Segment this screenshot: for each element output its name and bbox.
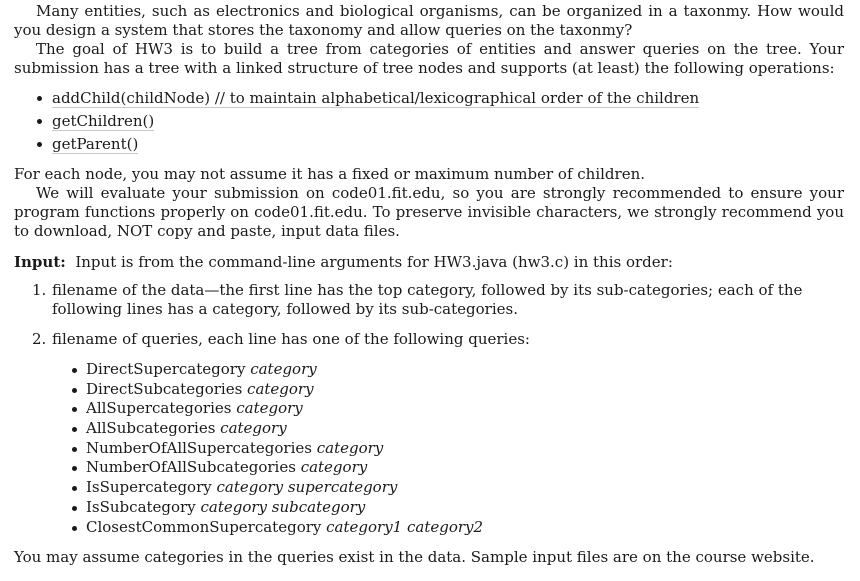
query-item	[72, 478, 844, 498]
query-args: category	[247, 379, 314, 398]
query-name: ClosestCommonSupercategory	[86, 517, 322, 536]
input-text: Input is from the command-line arguments for HW3.java (hw3.c) in this order:	[75, 253, 673, 271]
query-args: category	[300, 458, 368, 477]
input-arg-item	[32, 330, 844, 537]
operation-get-parent: getParent()	[52, 135, 139, 153]
input-heading	[14, 253, 844, 272]
query-item	[72, 458, 844, 478]
input-arg-text: filename of the data—the first line has the top category, followed by its sub-categories; each of the following lines has a category, followed by its sub-categories.	[52, 281, 803, 318]
operation-item	[34, 110, 844, 133]
operation-get-children: getChildren()	[52, 112, 155, 130]
input-arg-number: 2.	[32, 330, 47, 348]
query-args: category	[220, 419, 287, 438]
intro-paragraph-1: Many entities, such as electronics and biological organisms, can be organized in a taxonmy. How would you design a system that stores the taxonomy and allow queries on the taxonmy?	[14, 2, 844, 39]
query-name: NumberOfAllSubcategories	[86, 458, 296, 477]
input-arg-item	[32, 281, 844, 319]
operation-item	[34, 87, 844, 110]
query-name: DirectSupercategory	[86, 360, 246, 378]
operations-list	[34, 87, 844, 156]
children-note: For each node, you may not assume it has a fixed or maximum number of children.	[14, 165, 646, 183]
query-item	[72, 380, 844, 400]
query-name: IsSupercategory	[86, 478, 212, 497]
operation-item	[34, 133, 844, 156]
input-arg-text: filename of queries, each line has one of the following queries:	[52, 330, 530, 348]
query-args: category1 category2	[326, 517, 484, 536]
query-name: IsSubcategory	[86, 497, 196, 516]
input-args-list	[32, 281, 844, 537]
query-name: NumberOfAllSupercategories	[86, 438, 312, 457]
query-args: category	[236, 399, 303, 418]
query-args: category supercategory	[216, 478, 398, 497]
intro-paragraph-2: The goal of HW3 is to build a tree from categories of entities and answer queries on the tree. Your submission has a tree with a linked structure of tree nodes and supports (at least) the following operations:	[14, 40, 844, 77]
query-args: category subcategory	[200, 497, 366, 516]
input-arg-number: 1.	[32, 281, 47, 299]
spacer	[14, 241, 844, 253]
query-item	[72, 498, 844, 518]
query-item	[72, 399, 844, 419]
query-name: AllSupercategories	[86, 399, 232, 418]
operation-add-child: addChild(childNode) // to maintain alphabetical/lexicographical order of the children	[52, 89, 700, 107]
query-args: category	[316, 438, 384, 457]
queries-list	[72, 360, 844, 537]
query-item	[72, 360, 844, 380]
document-body	[14, 2, 844, 567]
query-item	[72, 419, 844, 439]
query-item	[72, 439, 844, 459]
input-label: Input:	[14, 253, 66, 271]
query-name: DirectSubcategories	[86, 379, 243, 398]
query-item	[72, 518, 844, 538]
query-name: AllSubcategories	[86, 419, 216, 438]
evaluation-note: We will evaluate your submission on code01.fit.edu, so you are strongly recommended to ensure your program functions properly on code01.fit.edu. To preserve invisible characters, we strongly recommend you to download, NOT copy and paste, input data files.	[14, 184, 844, 240]
query-args: category	[250, 360, 317, 378]
footer-note: You may assume categories in the queries exist in the data. Sample input files are on the course website.	[14, 548, 815, 567]
